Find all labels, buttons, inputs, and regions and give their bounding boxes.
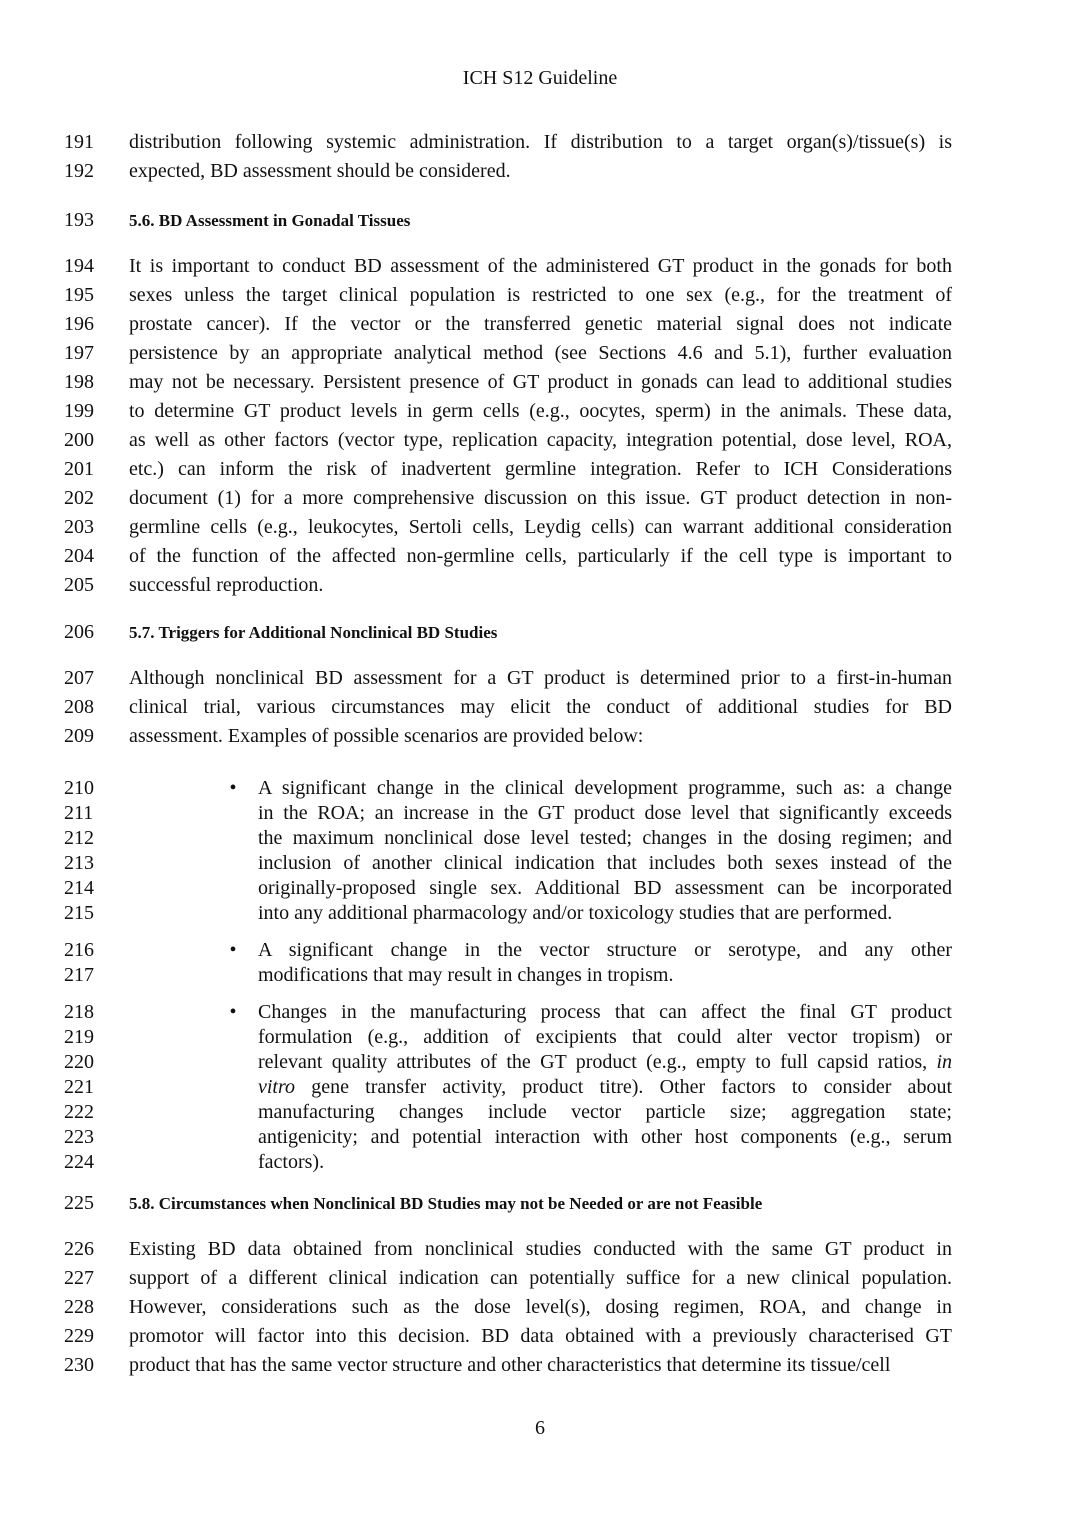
line-number: 222 (64, 1101, 94, 1123)
line-number: 217 (64, 964, 94, 986)
bullet-text-line: A significant change in the clinical development programme, such as: a change (258, 777, 952, 799)
bullet-text-line: into any additional pharmacology and/or toxicology studies that are performed. (258, 902, 893, 924)
line-number: 221 (64, 1076, 94, 1098)
paragraph-line: support of a different clinical indication can potentially suffice for a new clinical population. (129, 1267, 952, 1289)
line-number: 207 (64, 667, 94, 689)
line-number: 228 (64, 1296, 94, 1318)
paragraph-line: of the function of the affected non-germline cells, particularly if the cell type is important to (129, 545, 952, 567)
line-number: 216 (64, 939, 94, 961)
line-number: 197 (64, 342, 94, 364)
section-heading: 5.7. Triggers for Additional Nonclinical BD Studies (129, 623, 498, 642)
line-number: 213 (64, 852, 94, 874)
paragraph-line: germline cells (e.g., leukocytes, Sertoli cells, Leydig cells) can warrant additional consideration (129, 516, 952, 538)
paragraph-line: Existing BD data obtained from nonclinical studies conducted with the same GT product in (129, 1238, 952, 1260)
page-header-title: ICH S12 Guideline (462, 67, 618, 89)
line-number: 205 (64, 574, 94, 596)
line-number: 226 (64, 1238, 94, 1260)
bullet-text-line: inclusion of another clinical indication that includes both sexes instead of the (258, 852, 952, 874)
bullet-marker: • (229, 777, 237, 799)
line-number: 220 (64, 1051, 94, 1073)
line-number: 214 (64, 877, 94, 899)
line-number: 225 (64, 1192, 94, 1214)
line-number: 229 (64, 1325, 94, 1347)
bullet-text-line: manufacturing changes include vector particle size; aggregation state; (258, 1101, 952, 1123)
bullet-text-line: modifications that may result in changes in tropism. (258, 964, 674, 986)
line-number: 192 (64, 160, 94, 182)
line-number: 193 (64, 209, 94, 231)
paragraph-line: document (1) for a more comprehensive discussion on this issue. GT product detection in non- (129, 487, 952, 509)
bullet-text-line: A significant change in the vector structure or serotype, and any other (258, 939, 952, 961)
paragraph-line: successful reproduction. (129, 574, 324, 596)
line-number: 191 (64, 131, 94, 153)
line-number: 200 (64, 429, 94, 451)
section-heading: 5.6. BD Assessment in Gonadal Tissues (129, 211, 411, 230)
line-number: 218 (64, 1001, 94, 1023)
paragraph-line: prostate cancer). If the vector or the transferred genetic material signal does not indicate (129, 313, 952, 335)
paragraph-line: However, considerations such as the dose level(s), dosing regimen, ROA, and change in (129, 1296, 952, 1318)
line-number: 230 (64, 1354, 94, 1376)
line-number: 209 (64, 725, 94, 747)
paragraph-line: product that has the same vector structure and other characteristics that determine its tissue/cell (129, 1354, 891, 1376)
bullet-text-line: vitro gene transfer activity, product titre). Other factors to consider about (258, 1076, 952, 1098)
paragraph-line: as well as other factors (vector type, replication capacity, integration potential, dose level, ROA, (129, 429, 952, 451)
line-number: 215 (64, 902, 94, 924)
line-number: 206 (64, 621, 94, 643)
line-number: 198 (64, 371, 94, 393)
paragraph-line: etc.) can inform the risk of inadvertent germline integration. Refer to ICH Considerations (129, 458, 952, 480)
page-number: 6 (535, 1417, 545, 1439)
line-number: 210 (64, 777, 94, 799)
section-heading: 5.8. Circumstances when Nonclinical BD Studies may not be Needed or are not Feasible (129, 1194, 763, 1213)
line-number: 211 (64, 802, 94, 824)
paragraph-line: assessment. Examples of possible scenarios are provided below: (129, 725, 644, 747)
line-number: 202 (64, 487, 94, 509)
line-number: 199 (64, 400, 94, 422)
paragraph-line: It is important to conduct BD assessment of the administered GT product in the gonads for both (129, 255, 952, 277)
paragraph-line: expected, BD assessment should be considered. (129, 160, 511, 182)
bullet-text-line: Changes in the manufacturing process that can affect the final GT product (258, 1001, 952, 1023)
bullet-text-line: antigenicity; and potential interaction with other host components (e.g., serum (258, 1126, 952, 1148)
bullet-text-line: relevant quality attributes of the GT product (e.g., empty to full capsid ratios, in (258, 1051, 952, 1073)
line-number: 195 (64, 284, 94, 306)
paragraph-line: persistence by an appropriate analytical method (see Sections 4.6 and 5.1), further evaluation (129, 342, 952, 364)
bullet-text-line: the maximum nonclinical dose level tested; changes in the dosing regimen; and (258, 827, 952, 849)
bullet-text-line: in the ROA; an increase in the GT product dose level that significantly exceeds (258, 802, 952, 824)
line-number: 201 (64, 458, 94, 480)
paragraph-line: to determine GT product levels in germ cells (e.g., oocytes, sperm) in the animals. These data, (129, 400, 952, 422)
paragraph-line: sexes unless the target clinical population is restricted to one sex (e.g., for the treatment of (129, 284, 952, 306)
line-number: 212 (64, 827, 94, 849)
line-number: 204 (64, 545, 94, 567)
line-number: 227 (64, 1267, 94, 1289)
bullet-marker: • (229, 1001, 237, 1023)
bullet-text-line: factors). (258, 1151, 325, 1173)
paragraph-line: may not be necessary. Persistent presence of GT product in gonads can lead to additional studies (129, 371, 952, 393)
paragraph-line: promotor will factor into this decision. BD data obtained with a previously characterised GT (129, 1325, 952, 1347)
paragraph-line: Although nonclinical BD assessment for a GT product is determined prior to a first-in-human (129, 667, 952, 689)
bullet-text-line: formulation (e.g., addition of excipients that could alter vector tropism) or (258, 1026, 952, 1048)
paragraph-line: distribution following systemic administration. If distribution to a target organ(s)/tissue(s) is (129, 131, 952, 153)
line-number: 196 (64, 313, 94, 335)
line-number: 223 (64, 1126, 94, 1148)
line-number: 219 (64, 1026, 94, 1048)
line-number: 203 (64, 516, 94, 538)
line-number: 194 (64, 255, 94, 277)
bullet-text-line: originally-proposed single sex. Additional BD assessment can be incorporated (258, 877, 952, 899)
bullet-marker: • (229, 939, 237, 961)
paragraph-line: clinical trial, various circumstances may elicit the conduct of additional studies for BD (129, 696, 952, 718)
line-number: 224 (64, 1151, 94, 1173)
line-number: 208 (64, 696, 94, 718)
